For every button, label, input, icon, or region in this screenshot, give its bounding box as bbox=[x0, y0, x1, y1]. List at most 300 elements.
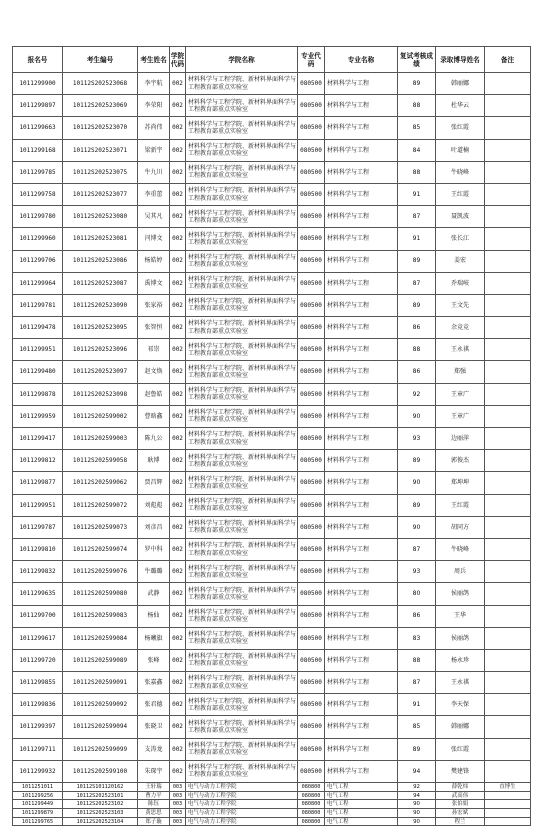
college-name-cell: 材料科学与工程学院、新材料界面科学与工程教育部重点实验室 bbox=[186, 450, 298, 472]
candidate-no-cell: 10112S202523081 bbox=[63, 228, 138, 250]
name-cell: 吴其凡 bbox=[138, 206, 170, 228]
college-name-cell: 材料科学与工程学院、新材料界面科学与工程教育部重点实验室 bbox=[186, 139, 298, 161]
college-name-cell: 材料科学与工程学院、新材料界面科学与工程教育部重点实验室 bbox=[186, 494, 298, 516]
college-code-cell: 002 bbox=[170, 516, 186, 538]
major-code-cell: 080800 bbox=[298, 809, 325, 818]
supervisor-cell: 姜宏 bbox=[436, 250, 485, 272]
remark-cell bbox=[485, 361, 531, 383]
candidate-no-cell: 10112S202599062 bbox=[63, 472, 138, 494]
registration-no-cell: 1011299836 bbox=[13, 694, 63, 716]
registration-no-cell: 1011299951 bbox=[13, 339, 63, 361]
header-cell: 备注 bbox=[485, 47, 531, 73]
registration-no-cell: 1011299758 bbox=[13, 183, 63, 205]
major-code-cell: 080800 bbox=[298, 783, 325, 792]
table-row bbox=[13, 583, 531, 605]
major-name-cell: 材料科学与工程 bbox=[325, 494, 398, 516]
candidate-no-cell: 10112S202523070 bbox=[63, 117, 138, 139]
remark-cell bbox=[485, 73, 531, 95]
score-cell: 89 bbox=[398, 250, 436, 272]
college-name-cell: 电气与动力工程学院 bbox=[186, 817, 298, 826]
table-row bbox=[13, 817, 531, 826]
candidate-no-cell: 10112S202523097 bbox=[63, 361, 138, 383]
table-row bbox=[13, 139, 531, 161]
college-name-cell: 材料科学与工程学院、新材料界面科学与工程教育部重点实验室 bbox=[186, 627, 298, 649]
supervisor-cell: 余竞竞 bbox=[436, 317, 485, 339]
candidate-no-cell: 10112S202523087 bbox=[63, 272, 138, 294]
registration-no-cell: 1011299897 bbox=[13, 95, 63, 117]
remark-cell bbox=[485, 117, 531, 139]
registration-no-cell: 1011299417 bbox=[13, 428, 63, 450]
admission-table bbox=[12, 46, 531, 826]
table-row bbox=[13, 161, 531, 183]
major-code-cell: 080500 bbox=[298, 627, 325, 649]
major-name-cell: 材料科学与工程 bbox=[325, 183, 398, 205]
registration-no-cell: 1011299877 bbox=[13, 472, 63, 494]
major-name-cell: 材料科学与工程 bbox=[325, 672, 398, 694]
table-row bbox=[13, 800, 531, 809]
score-cell: 89 bbox=[398, 450, 436, 472]
remark-cell bbox=[485, 694, 531, 716]
major-name-cell: 材料科学与工程 bbox=[325, 117, 398, 139]
table-row bbox=[13, 760, 531, 782]
college-code-cell: 002 bbox=[170, 383, 186, 405]
score-cell: 88 bbox=[398, 649, 436, 671]
candidate-no-cell: 10112S202523071 bbox=[63, 139, 138, 161]
registration-no-cell: 1011299635 bbox=[13, 583, 63, 605]
score-cell: 90 bbox=[398, 472, 436, 494]
name-cell: 陈九公 bbox=[138, 428, 170, 450]
table-row bbox=[13, 672, 531, 694]
college-name-cell: 材料科学与工程学院、新材料界面科学与工程教育部重点实验室 bbox=[186, 760, 298, 782]
name-cell: 苏尚伟 bbox=[138, 117, 170, 139]
name-cell: 武静 bbox=[138, 583, 170, 605]
college-code-cell: 003 bbox=[170, 791, 186, 800]
supervisor-cell: 韩丽娜 bbox=[436, 73, 485, 95]
candidate-no-cell: 10112S202599089 bbox=[63, 649, 138, 671]
score-cell: 88 bbox=[398, 339, 436, 361]
major-name-cell: 电气工程 bbox=[325, 791, 398, 800]
college-name-cell: 材料科学与工程学院、新材料界面科学与工程教育部重点实验室 bbox=[186, 561, 298, 583]
candidate-no-cell: 10112S202599080 bbox=[63, 583, 138, 605]
candidate-no-cell: 10112S202523101 bbox=[63, 791, 138, 800]
major-code-cell: 080800 bbox=[298, 800, 325, 809]
name-cell: 王轩瑞 bbox=[138, 783, 170, 792]
candidate-no-cell: 10112S202599074 bbox=[63, 538, 138, 560]
college-code-cell: 003 bbox=[170, 783, 186, 792]
college-code-cell: 002 bbox=[170, 605, 186, 627]
college-name-cell: 材料科学与工程学院、新材料界面科学与工程教育部重点实验室 bbox=[186, 583, 298, 605]
header-row bbox=[13, 47, 531, 73]
table-row bbox=[13, 694, 531, 716]
table-row bbox=[13, 206, 531, 228]
candidate-no-cell: 10112S202523102 bbox=[63, 800, 138, 809]
supervisor-cell: 王永祺 bbox=[436, 339, 485, 361]
remark-cell: 直博生 bbox=[485, 783, 531, 792]
major-code-cell: 080500 bbox=[298, 250, 325, 272]
name-cell: 李荣阳 bbox=[138, 95, 170, 117]
major-name-cell: 电气工程 bbox=[325, 783, 398, 792]
candidate-no-cell: 10112S202523086 bbox=[63, 250, 138, 272]
score-cell: 94 bbox=[398, 791, 436, 800]
college-name-cell: 材料科学与工程学院、新材料界面科学与工程教育部重点实验室 bbox=[186, 428, 298, 450]
college-code-cell: 002 bbox=[170, 183, 186, 205]
name-cell: 张家裕 bbox=[138, 294, 170, 316]
table-row bbox=[13, 783, 531, 792]
table-row bbox=[13, 95, 531, 117]
supervisor-cell: 边丽萍 bbox=[436, 428, 485, 450]
college-name-cell: 材料科学与工程学院、新材料界面科学与工程教育部重点实验室 bbox=[186, 117, 298, 139]
college-name-cell: 材料科学与工程学院、新材料界面科学与工程教育部重点实验室 bbox=[186, 716, 298, 738]
major-name-cell: 材料科学与工程 bbox=[325, 428, 398, 450]
remark-cell bbox=[485, 817, 531, 826]
remark-cell bbox=[485, 494, 531, 516]
table-row bbox=[13, 383, 531, 405]
name-cell: 曹晗鑫 bbox=[138, 405, 170, 427]
college-code-cell: 002 bbox=[170, 649, 186, 671]
candidate-no-cell: 10112S101120162 bbox=[63, 783, 138, 792]
major-code-cell: 080500 bbox=[298, 383, 325, 405]
name-cell: 黄思思 bbox=[138, 809, 170, 818]
major-code-cell: 080800 bbox=[298, 791, 325, 800]
score-cell: 86 bbox=[398, 361, 436, 383]
major-code-cell: 080500 bbox=[298, 472, 325, 494]
major-code-cell: 080500 bbox=[298, 428, 325, 450]
college-code-cell: 002 bbox=[170, 206, 186, 228]
table-row bbox=[13, 294, 531, 316]
major-name-cell: 材料科学与工程 bbox=[325, 339, 398, 361]
remark-cell bbox=[485, 672, 531, 694]
name-cell: 张智恒 bbox=[138, 317, 170, 339]
college-name-cell: 电气与动力工程学院 bbox=[186, 791, 298, 800]
candidate-no-cell: 10112S202523096 bbox=[63, 339, 138, 361]
registration-no-cell: 1011299706 bbox=[13, 250, 63, 272]
registration-no-cell: 1011299951 bbox=[13, 494, 63, 516]
table-row bbox=[13, 627, 531, 649]
remark-cell bbox=[485, 161, 531, 183]
candidate-no-cell: 10112S202523103 bbox=[63, 809, 138, 818]
supervisor-cell: 王文先 bbox=[436, 294, 485, 316]
remark-cell bbox=[485, 716, 531, 738]
major-code-cell: 080500 bbox=[298, 583, 325, 605]
college-code-cell: 002 bbox=[170, 738, 186, 760]
supervisor-cell: 王华 bbox=[436, 605, 485, 627]
supervisor-cell: 乔瑞岐 bbox=[436, 272, 485, 294]
remark-cell bbox=[485, 294, 531, 316]
score-cell: 90 bbox=[398, 800, 436, 809]
score-cell: 83 bbox=[398, 627, 436, 649]
college-name-cell: 材料科学与工程学院、新材料界面科学与工程教育部重点实验室 bbox=[186, 183, 298, 205]
registration-no-cell: 1011299785 bbox=[13, 161, 63, 183]
name-cell: 赵鲁皓 bbox=[138, 383, 170, 405]
college-name-cell: 电气与动力工程学院 bbox=[186, 783, 298, 792]
supervisor-cell: 王红霞 bbox=[436, 494, 485, 516]
major-code-cell: 080500 bbox=[298, 317, 325, 339]
major-code-cell: 080500 bbox=[298, 405, 325, 427]
major-code-cell: 080500 bbox=[298, 339, 325, 361]
registration-no-cell: 1011299879 bbox=[13, 809, 63, 818]
header-cell: 考生姓名 bbox=[138, 47, 170, 73]
table-row bbox=[13, 538, 531, 560]
supervisor-cell: 李天保 bbox=[436, 694, 485, 716]
registration-no-cell: 1011299964 bbox=[13, 272, 63, 294]
college-code-cell: 002 bbox=[170, 494, 186, 516]
major-name-cell: 材料科学与工程 bbox=[325, 206, 398, 228]
supervisor-cell: 杜华云 bbox=[436, 95, 485, 117]
major-name-cell: 材料科学与工程 bbox=[325, 161, 398, 183]
candidate-no-cell: 10112S202523080 bbox=[63, 206, 138, 228]
college-name-cell: 材料科学与工程学院、新材料界面科学与工程教育部重点实验室 bbox=[186, 361, 298, 383]
registration-no-cell: 1011299478 bbox=[13, 317, 63, 339]
table-row bbox=[13, 117, 531, 139]
major-code-cell: 080500 bbox=[298, 738, 325, 760]
major-code-cell: 080500 bbox=[298, 206, 325, 228]
header-cell: 专业名称 bbox=[325, 47, 398, 73]
remark-cell bbox=[485, 627, 531, 649]
remark-cell bbox=[485, 605, 531, 627]
major-name-cell: 材料科学与工程 bbox=[325, 361, 398, 383]
registration-no-cell: 1011299449 bbox=[13, 800, 63, 809]
college-name-cell: 电气与动力工程学院 bbox=[186, 800, 298, 809]
name-cell: 曹力平 bbox=[138, 791, 170, 800]
header-cell: 学院名称 bbox=[186, 47, 298, 73]
supervisor-cell: 张红霞 bbox=[436, 117, 485, 139]
table-row bbox=[13, 716, 531, 738]
college-code-cell: 002 bbox=[170, 561, 186, 583]
candidate-no-cell: 10112S202523077 bbox=[63, 183, 138, 205]
name-cell: 罗中科 bbox=[138, 538, 170, 560]
college-name-cell: 材料科学与工程学院、新材料界面科学与工程教育部重点实验室 bbox=[186, 250, 298, 272]
supervisor-cell: 牛晓峰 bbox=[436, 538, 485, 560]
registration-no-cell: 1011299663 bbox=[13, 117, 63, 139]
registration-no-cell: 1011299959 bbox=[13, 405, 63, 427]
registration-no-cell: 1011299168 bbox=[13, 139, 63, 161]
major-name-cell: 材料科学与工程 bbox=[325, 95, 398, 117]
table-row bbox=[13, 250, 531, 272]
score-cell: 92 bbox=[398, 783, 436, 792]
registration-no-cell: 1011299810 bbox=[13, 538, 63, 560]
college-name-cell: 材料科学与工程学院、新材料界面科学与工程教育部重点实验室 bbox=[186, 228, 298, 250]
major-name-cell: 材料科学与工程 bbox=[325, 317, 398, 339]
table-row bbox=[13, 472, 531, 494]
major-name-cell: 材料科学与工程 bbox=[325, 516, 398, 538]
supervisor-cell: 张红霞 bbox=[436, 738, 485, 760]
college-code-cell: 002 bbox=[170, 139, 186, 161]
registration-no-cell: 1011299932 bbox=[13, 760, 63, 782]
name-cell: 刘彪彪 bbox=[138, 494, 170, 516]
candidate-no-cell: 10112S202599002 bbox=[63, 405, 138, 427]
college-name-cell: 材料科学与工程学院、新材料界面科学与工程教育部重点实验室 bbox=[186, 672, 298, 694]
name-cell: 张晓卫 bbox=[138, 716, 170, 738]
score-cell: 93 bbox=[398, 561, 436, 583]
candidate-no-cell: 10112S202599091 bbox=[63, 672, 138, 694]
remark-cell bbox=[485, 649, 531, 671]
score-cell: 89 bbox=[398, 494, 436, 516]
major-code-cell: 080500 bbox=[298, 361, 325, 383]
college-code-cell: 002 bbox=[170, 428, 186, 450]
college-name-cell: 材料科学与工程学院、新材料界面科学与工程教育部重点实验室 bbox=[186, 339, 298, 361]
college-name-cell: 材料科学与工程学院、新材料界面科学与工程教育部重点实验室 bbox=[186, 272, 298, 294]
remark-cell bbox=[485, 800, 531, 809]
registration-no-cell: 1011299780 bbox=[13, 206, 63, 228]
supervisor-cell: 侯丽鸽 bbox=[436, 627, 485, 649]
supervisor-cell: 郭俊杰 bbox=[436, 450, 485, 472]
remark-cell bbox=[485, 206, 531, 228]
registration-no-cell: 1011299700 bbox=[13, 605, 63, 627]
table-row bbox=[13, 494, 531, 516]
college-code-cell: 002 bbox=[170, 73, 186, 95]
supervisor-cell: 王红霞 bbox=[436, 183, 485, 205]
major-code-cell: 080500 bbox=[298, 139, 325, 161]
supervisor-cell: 胡同方 bbox=[436, 516, 485, 538]
name-cell: 朱琛宇 bbox=[138, 760, 170, 782]
college-code-cell: 002 bbox=[170, 405, 186, 427]
table-row bbox=[13, 516, 531, 538]
college-code-cell: 002 bbox=[170, 716, 186, 738]
major-code-cell: 080500 bbox=[298, 516, 325, 538]
registration-no-cell: 1011299960 bbox=[13, 228, 63, 250]
registration-no-cell: 1011299256 bbox=[13, 791, 63, 800]
header-cell: 录取博导姓名 bbox=[436, 47, 485, 73]
remark-cell bbox=[485, 339, 531, 361]
supervisor-cell: 牛晓峰 bbox=[436, 161, 485, 183]
remark-cell bbox=[485, 472, 531, 494]
candidate-no-cell: 10112S202599058 bbox=[63, 450, 138, 472]
name-cell: 闫博文 bbox=[138, 228, 170, 250]
college-code-cell: 002 bbox=[170, 760, 186, 782]
candidate-no-cell: 10112S202523095 bbox=[63, 317, 138, 339]
major-code-cell: 080500 bbox=[298, 294, 325, 316]
candidate-no-cell: 10112S202523068 bbox=[63, 73, 138, 95]
name-cell: 杨曦旗 bbox=[138, 627, 170, 649]
college-name-cell: 材料科学与工程学院、新材料界面科学与工程教育部重点实验室 bbox=[186, 95, 298, 117]
registration-no-cell: 1011299878 bbox=[13, 383, 63, 405]
registration-no-cell: 1011299397 bbox=[13, 716, 63, 738]
college-code-cell: 002 bbox=[170, 627, 186, 649]
major-name-cell: 材料科学与工程 bbox=[325, 738, 398, 760]
name-cell: 郑子璇 bbox=[138, 817, 170, 826]
remark-cell bbox=[485, 428, 531, 450]
registration-no-cell: 1011299812 bbox=[13, 450, 63, 472]
college-name-cell: 材料科学与工程学院、新材料界面科学与工程教育部重点实验室 bbox=[186, 294, 298, 316]
candidate-no-cell: 10112S202599072 bbox=[63, 494, 138, 516]
candidate-no-cell: 10112S202599092 bbox=[63, 694, 138, 716]
major-code-cell: 080500 bbox=[298, 649, 325, 671]
registration-no-cell: 1011299900 bbox=[13, 73, 63, 95]
major-code-cell: 080500 bbox=[298, 450, 325, 472]
table-row bbox=[13, 450, 531, 472]
candidate-no-cell: 10112S202599094 bbox=[63, 716, 138, 738]
score-cell: 87 bbox=[398, 538, 436, 560]
registration-no-cell: 1011299787 bbox=[13, 516, 63, 538]
remark-cell bbox=[485, 738, 531, 760]
supervisor-cell: 王章广 bbox=[436, 405, 485, 427]
table-row bbox=[13, 339, 531, 361]
college-name-cell: 材料科学与工程学院、新材料界面科学与工程教育部重点实验室 bbox=[186, 472, 298, 494]
table-row bbox=[13, 649, 531, 671]
candidate-no-cell: 10112S202599084 bbox=[63, 627, 138, 649]
college-code-cell: 002 bbox=[170, 361, 186, 383]
major-name-cell: 电气工程 bbox=[325, 817, 398, 826]
supervisor-cell: 杨永珍 bbox=[436, 649, 485, 671]
major-name-cell: 材料科学与工程 bbox=[325, 561, 398, 583]
name-cell: 耿博 bbox=[138, 450, 170, 472]
name-cell: 梁新宇 bbox=[138, 139, 170, 161]
supervisor-cell: 樊建锋 bbox=[436, 760, 485, 782]
header-cell: 考生编号 bbox=[63, 47, 138, 73]
score-cell: 89 bbox=[398, 73, 436, 95]
name-cell: 牛璐璐 bbox=[138, 561, 170, 583]
college-code-cell: 002 bbox=[170, 294, 186, 316]
remark-cell bbox=[485, 450, 531, 472]
major-name-cell: 材料科学与工程 bbox=[325, 228, 398, 250]
college-name-cell: 电气与动力工程学院 bbox=[186, 809, 298, 818]
supervisor-cell: 侯丽鸽 bbox=[436, 583, 485, 605]
remark-cell bbox=[485, 250, 531, 272]
supervisor-cell: 王章广 bbox=[436, 383, 485, 405]
major-code-cell: 080500 bbox=[298, 272, 325, 294]
major-code-cell: 080500 bbox=[298, 716, 325, 738]
name-cell: 贾昌辉 bbox=[138, 472, 170, 494]
supervisor-cell: 叶道楠 bbox=[436, 139, 485, 161]
table-row bbox=[13, 317, 531, 339]
remark-cell bbox=[485, 791, 531, 800]
major-name-cell: 材料科学与工程 bbox=[325, 405, 398, 427]
name-cell: 张峰 bbox=[138, 649, 170, 671]
major-name-cell: 材料科学与工程 bbox=[325, 583, 398, 605]
score-cell: 94 bbox=[398, 760, 436, 782]
name-cell: 张嘉鑫 bbox=[138, 672, 170, 694]
score-cell: 80 bbox=[398, 583, 436, 605]
major-name-cell: 材料科学与工程 bbox=[325, 627, 398, 649]
college-code-cell: 002 bbox=[170, 672, 186, 694]
college-name-cell: 材料科学与工程学院、新材料界面科学与工程教育部重点实验室 bbox=[186, 73, 298, 95]
remark-cell bbox=[485, 95, 531, 117]
remark-cell bbox=[485, 809, 531, 818]
major-name-cell: 材料科学与工程 bbox=[325, 73, 398, 95]
candidate-no-cell: 10112S202599003 bbox=[63, 428, 138, 450]
major-code-cell: 080500 bbox=[298, 561, 325, 583]
score-cell: 88 bbox=[398, 161, 436, 183]
name-cell: 祁崇 bbox=[138, 339, 170, 361]
table-row bbox=[13, 405, 531, 427]
major-name-cell: 材料科学与工程 bbox=[325, 450, 398, 472]
registration-no-cell: 1011299855 bbox=[13, 672, 63, 694]
name-cell: 杨皓婷 bbox=[138, 250, 170, 272]
supervisor-cell: 张长江 bbox=[436, 228, 485, 250]
college-name-cell: 材料科学与工程学院、新材料界面科学与工程教育部重点实验室 bbox=[186, 383, 298, 405]
registration-no-cell: 1011299781 bbox=[13, 294, 63, 316]
major-name-cell: 材料科学与工程 bbox=[325, 272, 398, 294]
supervisor-cell: 薛乾炜 bbox=[436, 783, 485, 792]
remark-cell bbox=[485, 183, 531, 205]
remark-cell bbox=[485, 139, 531, 161]
name-cell: 李重蕾 bbox=[138, 183, 170, 205]
registration-no-cell: 1011251011 bbox=[13, 783, 63, 792]
score-cell: 89 bbox=[398, 294, 436, 316]
college-code-cell: 003 bbox=[170, 817, 186, 826]
supervisor-cell: 周兵 bbox=[436, 561, 485, 583]
name-cell: 牛九川 bbox=[138, 161, 170, 183]
college-name-cell: 材料科学与工程学院、新材料界面科学与工程教育部重点实验室 bbox=[186, 317, 298, 339]
major-code-cell: 080500 bbox=[298, 228, 325, 250]
college-name-cell: 材料科学与工程学院、新材料界面科学与工程教育部重点实验室 bbox=[186, 516, 298, 538]
header-cell: 复试考核成绩 bbox=[398, 47, 436, 73]
college-name-cell: 材料科学与工程学院、新材料界面科学与工程教育部重点实验室 bbox=[186, 649, 298, 671]
major-code-cell: 080500 bbox=[298, 760, 325, 782]
table-row bbox=[13, 428, 531, 450]
college-code-cell: 002 bbox=[170, 538, 186, 560]
candidate-no-cell: 10112S202599100 bbox=[63, 760, 138, 782]
